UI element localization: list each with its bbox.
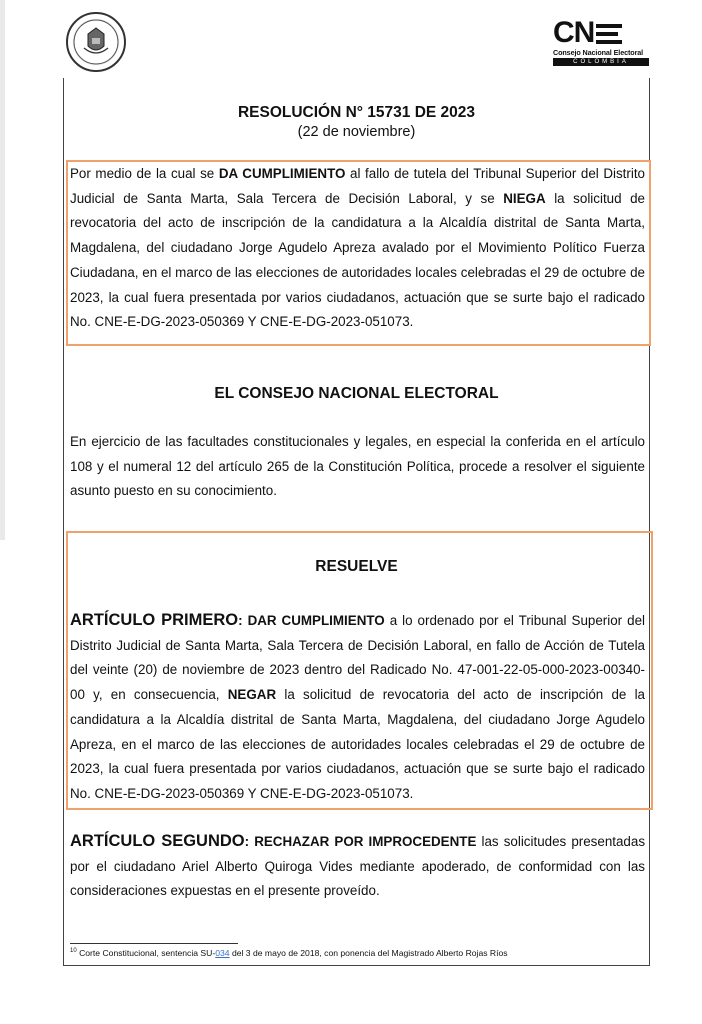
page-edge-shadow <box>0 0 5 540</box>
articulo-segundo: ARTÍCULO SEGUNDO: RECHAZAR POR IMPROCEDENTE las solicitudes presentadas por el ciudadano Ariel Alberto Quiroga Vides mediante apoderado, de conformidad con las consideraciones expuestas en el presente proveído. <box>70 832 646 899</box>
footnote-link[interactable]: 034 <box>215 948 230 958</box>
consejo-title: EL CONSEJO NACIONAL ELECTORAL <box>214 385 499 402</box>
intro-paragraph: Por medio de la cual se DA CUMPLIMIENTO al fallo de tutela del Tribunal Superior del Distrito Judicial de Santa Marta, Sala Tercera de Decisión Laboral, y se NIEGA la solicitud de revocatoria del acto de inscripción de la candidatura a la Alcaldía distrital de Santa Marta, Magdalena, del ciudadano Jorge Agudelo Apreza avalado por el Movimiento Político Fuerza Ciudadana, en el marco de las elecciones de autoridades locales celebradas el 29 de octubre de 2023, la cual fuera presentada por varios ciudadanos, actuación que se surte bajo el radicado No. CNE-E-DG-2023-050369 Y CNE-E-DG-2023-051073. <box>70 166 645 330</box>
highlight-box-intro <box>66 160 651 346</box>
cne-subtitle: Consejo Nacional Electoral <box>553 48 644 57</box>
footnote: $^{10}$ Corte Constitucional, sentencia SU-034 del 3 de mayo de 2018, con ponencia del Magistrado Alberto Rojas Ríos <box>70 948 508 958</box>
colombia-seal-icon <box>66 12 126 72</box>
footnote-divider <box>70 943 238 944</box>
consejo-paragraph: En ejercicio de las facultades constitucionales y legales, en especial la conferida en el artículo 108 y el numeral 12 del artículo 265 de la Constitución Política, procede a resolver el siguiente asunto puesto en su conocimiento. <box>70 434 645 499</box>
cne-logo-lines-icon <box>596 24 622 46</box>
resolution-title: RESOLUCIÓN N° 15731 DE 2023 <box>237 104 476 121</box>
cne-country: COLOMBIA <box>553 58 649 66</box>
resolution-date: (22 de noviembre) <box>297 124 416 140</box>
cne-logo-text: CN <box>553 16 595 49</box>
cne-logo <box>553 18 649 70</box>
resuelve-title: RESUELVE <box>315 558 398 575</box>
articulo-primero: ARTÍCULO PRIMERO: DAR CUMPLIMIENTO a lo ordenado por el Tribunal Superior del Distrito Judicial de Santa Marta, Sala Tercera de Decisión Laboral, en fallo de Acción de Tutela del veinte (20) de noviembre de 2023 dentro del Radicado No. 47-001-22-05-000-2023-00340-00 y, en consecuencia, NEGAR la solicitud de revocatoria del acto de inscripción de la candidatura a la Alcaldía distrital de Santa Marta, Magdalena, del ciudadano Jorge Agudelo Apreza, en el marco de las elecciones de autoridades locales celebradas el 29 de octubre de 2023, la cual fuera presentada por varios ciudadanos, actuación que se surte bajo el radicado No. CNE-E-DG-2023-050369 Y CNE-E-DG-2023-051073. <box>70 611 645 801</box>
